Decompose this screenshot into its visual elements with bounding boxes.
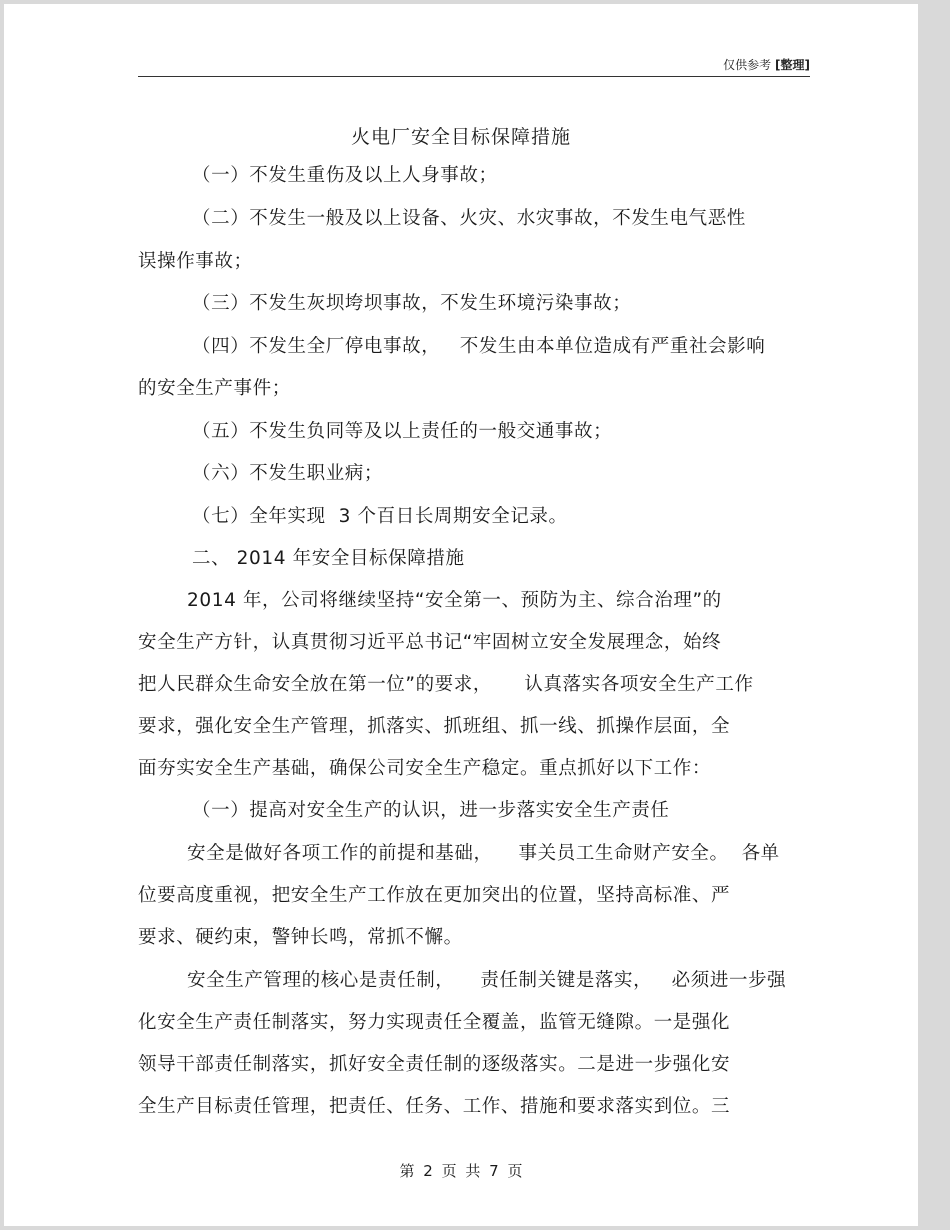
- body-line: 的安全生产事件；: [138, 378, 291, 399]
- body-line: 面夯实安全生产基础，确保公司安全生产稳定。重点抓好以下工作：: [138, 758, 712, 779]
- body-line: 安全是做好各项工作的前提和基础， 事关员工生命财产安全。 各单: [187, 843, 780, 864]
- body-line: （二）不发生一般及以上设备、火灾、水灾事故，不发生电气恶性: [192, 208, 746, 229]
- header-ref: 仅供参考: [723, 58, 772, 72]
- body-line: 要求、硬约束，警钟长鸣，常抓不懈。: [138, 927, 463, 948]
- body-line: 安全生产方针，认真贯彻习近平总书记“牢固树立安全发展理念，始终: [138, 632, 722, 653]
- body-line: （五）不发生负同等及以上责任的一般交通事故；: [192, 421, 613, 442]
- body-line: 把人民群众生命安全放在第一位”的要求， 认真落实各项安全生产工作: [138, 674, 754, 695]
- page-number: 第 2 页 共 7 页: [399, 1162, 523, 1180]
- body-line: （一）不发生重伤及以上人身事故；: [192, 165, 498, 186]
- body-line: 领导干部责任制落实，抓好安全责任制的逐级落实。二是进一步强化安: [138, 1054, 731, 1075]
- body-line: （六）不发生职业病；: [192, 463, 384, 484]
- body-line: （四）不发生全厂停电事故， 不发生由本单位造成有严重社会影响: [192, 336, 766, 357]
- body-line: 误操作事故；: [138, 251, 253, 272]
- body-line: 位要高度重视，把安全生产工作放在更加突出的位置，坚持高标准、严: [138, 885, 731, 906]
- page-header: [723, 56, 810, 73]
- body-line: 要求，强化安全生产管理，抓落实、抓班组、抓一线、抓操作层面，全: [138, 716, 731, 737]
- header-divider: [138, 76, 810, 77]
- body-line: （三）不发生灰坝垮坝事故，不发生环境污染事故；: [192, 293, 632, 314]
- subsection-heading: （一）提高对安全生产的认识，进一步落实安全生产责任: [192, 800, 670, 821]
- section-heading: 二、 2014 年安全目标保障措施: [192, 548, 465, 569]
- body-line: 安全生产管理的核心是责任制， 责任制关键是落实， 必须进一步强: [187, 970, 787, 991]
- body-line: 化安全生产责任制落实，努力实现责任全覆盖，监管无缝隙。一是强化: [138, 1012, 731, 1033]
- body-line: （七）全年实现 3 个百日长周期安全记录。: [192, 506, 568, 527]
- body-line: 全生产目标责任管理，把责任、任务、工作、措施和要求落实到位。三: [138, 1096, 731, 1117]
- document-title: 火电厂安全目标保障措施: [350, 126, 571, 148]
- document-page: [4, 4, 918, 1226]
- body-line: 2014 年，公司将继续坚持“安全第一、预防为主、综合治理”的: [187, 590, 722, 611]
- header-tag: [整理]: [775, 58, 810, 72]
